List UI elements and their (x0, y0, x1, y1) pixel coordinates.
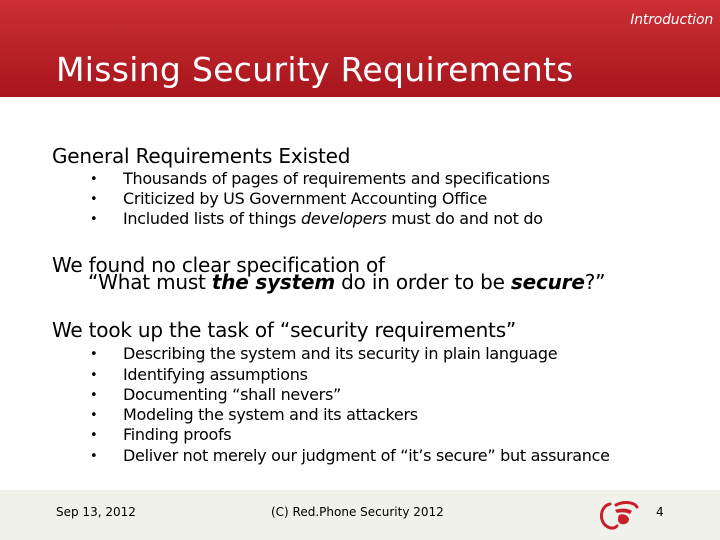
list-item: Describing the system and its security in plain language (123, 344, 558, 363)
bullet-dot: • (90, 428, 98, 443)
quote-text: ?” (584, 270, 606, 294)
quote-text: do in order to be (335, 270, 511, 294)
footer-date: Sep 13, 2012 (56, 505, 136, 519)
red-phone-logo-icon (596, 498, 640, 532)
list-item: Modeling the system and its attackers (123, 405, 418, 424)
bullet-dot: • (90, 347, 98, 362)
list-item: Criticized by US Government Accounting Office (123, 189, 488, 208)
quoted-question (88, 271, 605, 293)
section-heading-task: We took up the task of “security requirements” (52, 318, 517, 342)
section-heading-specification: We found no clear specification of (52, 253, 385, 277)
bullet-dot: • (90, 408, 98, 423)
emphasis-the-system: the system (211, 270, 335, 294)
list-item: Identifying assumptions (123, 365, 308, 384)
list-item (123, 209, 543, 229)
list-item-text: must do and not do (386, 209, 543, 228)
section-tag: Introduction (630, 12, 713, 28)
list-item: Documenting “shall nevers” (123, 385, 341, 404)
bullet-dot: • (90, 192, 98, 207)
quote-text: “What must (88, 270, 212, 294)
slide-header-band (0, 0, 720, 97)
bullet-dot: • (90, 388, 98, 403)
section-heading-general: General Requirements Existed (52, 144, 351, 168)
bullet-dot: • (90, 449, 98, 464)
list-item: Finding proofs (123, 425, 232, 444)
bullet-dot: • (90, 212, 98, 227)
page-number: 4 (656, 505, 664, 519)
emphasis-secure: secure (510, 270, 585, 294)
list-item: Deliver not merely our judgment of “it’s secure” but assurance (123, 446, 610, 465)
footer-copyright: (C) Red.Phone Security 2012 (271, 505, 444, 519)
bullet-dot: • (90, 172, 98, 187)
list-item-text: Included lists of things (123, 209, 301, 228)
list-item: Thousands of pages of requirements and specifications (123, 169, 550, 188)
slide-title: Missing Security Requirements (56, 50, 574, 89)
bullet-dot: • (90, 368, 98, 383)
emphasis-developers: developers (301, 209, 387, 228)
